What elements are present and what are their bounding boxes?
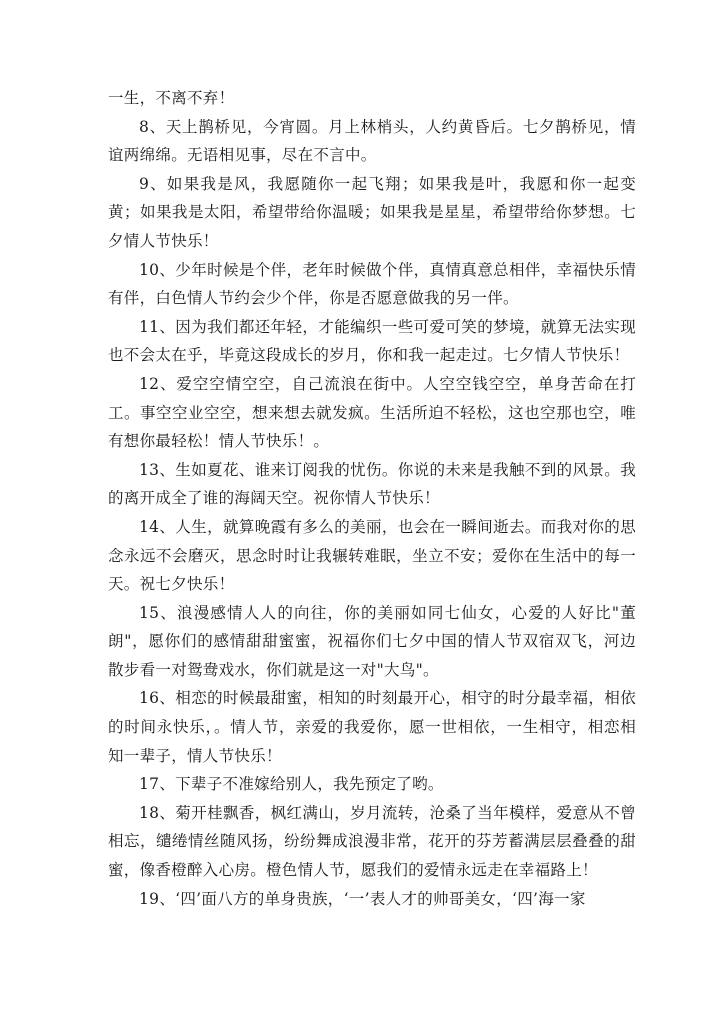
paragraph-item-9: 9、如果我是风，我愿随你一起飞翔；如果我是叶，我愿和你一起变黄；如果我是太阳，希望带给你温暖；如果我是星星，希望带给你梦想。七夕情人节快乐！ — [108, 174, 636, 250]
paragraph-item-10: 10、少年时候是个伴，老年时候做个伴，真情真意总相伴，幸福快乐情有伴，白色情人节约会少个伴，你是否愿意做我的另一伴。 — [108, 260, 636, 308]
paragraph-item-13: 13、生如夏花、谁来订阅我的忧伤。你说的未来是我触不到的风景。我的离开成全了谁的海阔天空。祝你情人节快乐！ — [108, 460, 636, 508]
paragraph-item-15: 15、浪漫感情人人的向往，你的美丽如同七仙女，心爱的人好比"董朗"，愿你们的感情甜甜蜜蜜，祝福你们七夕中国的情人节双宿双飞，河边散步看一对鸳鸯戏水，你们就是这一对"大鸟"。 — [108, 603, 636, 679]
paragraph-item-16: 16、相恋的时候最甜蜜，相知的时刻最开心，相守的时分最幸福，相依的时间永快乐，。情人节，亲爱的我爱你，愿一世相依，一生相守，相恋相知一辈子，情人节快乐！ — [108, 689, 636, 765]
paragraph-item-18: 18、菊开桂飘香，枫红满山，岁月流转，沧桑了当年模样，爱意从不曾相忘，缱绻情丝随风扬，纷纷舞成浪漫非常，花开的芬芳蓄满层层叠叠的甜蜜，像香橙醉入心房。橙色情人节，愿我们的爱情永远走在幸福路上！ — [108, 803, 636, 880]
paragraph-item-11: 11、因为我们都还年轻，才能编织一些可爱可笑的梦境，就算无法实现也不会太在乎，毕竟这段成长的岁月，你和我一起走过。七夕情人节快乐！ — [108, 317, 636, 365]
document-body — [108, 84, 636, 913]
paragraph-continuation: 一生，不离不弃！ — [108, 89, 235, 107]
paragraph-item-8: 8、天上鹊桥见，今宵圆。月上林梢头，人约黄昏后。七夕鹊桥见，情谊两绵绵。无语相见事，尽在不言中。 — [108, 117, 636, 165]
paragraph-item-19: 19、‘四’面八方的单身贵族，‘一’表人才的帅哥美女，‘四’海一家 — [139, 889, 586, 908]
paragraph-item-12: 12、爱空空情空空，自己流浪在街中。人空空钱空空，单身苦命在打工。事空空业空空，想来想去就发疯。生活所迫不轻松，这也空那也空，唯有想你最轻松！情人节快乐！。 — [108, 374, 636, 451]
paragraph-item-14: 14、人生，就算晚霞有多么的美丽，也会在一瞬间逝去。而我对你的思念永远不会磨灭，思念时时让我辗转难眠，坐立不安；爱你在生活中的每一天。祝七夕快乐！ — [108, 517, 636, 594]
paragraph-item-17: 17、下辈子不准嫁给别人，我先预定了哟。 — [139, 775, 444, 794]
